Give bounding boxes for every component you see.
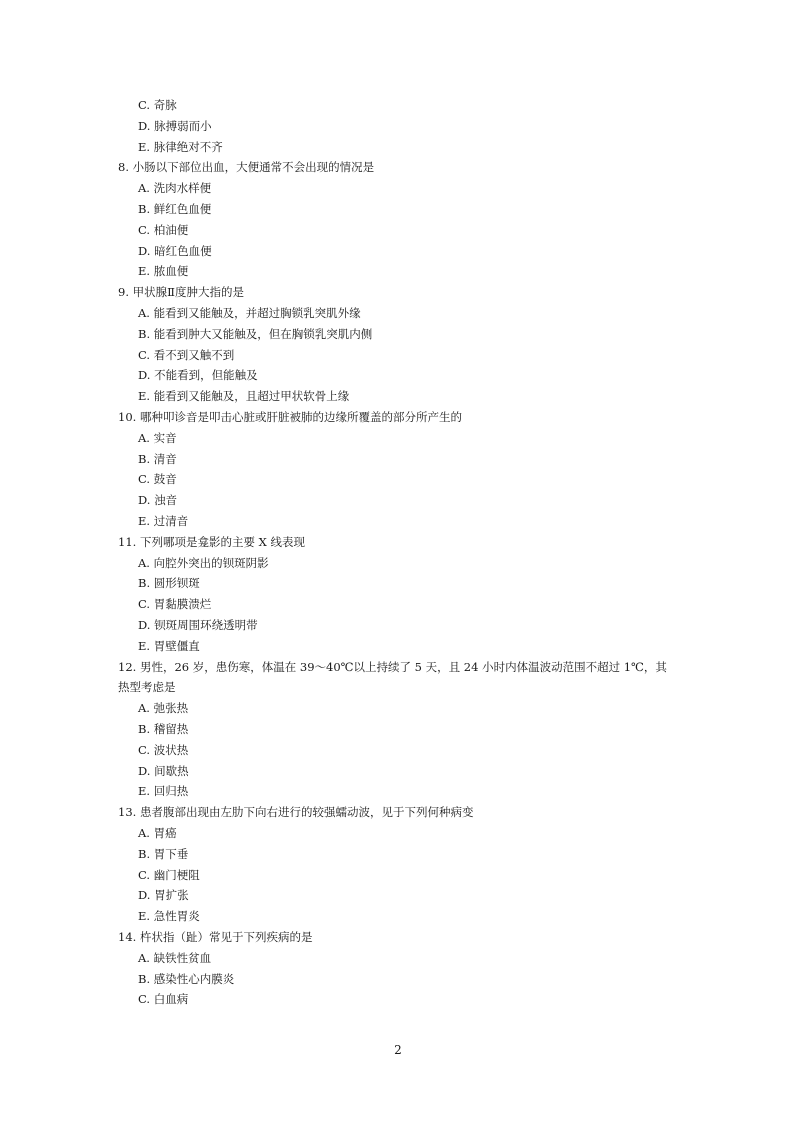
answer-option: B. 圆形钡斑: [138, 576, 200, 591]
answer-option: B. 感染性心内膜炎: [138, 971, 235, 986]
answer-option: B. 稽留热: [138, 722, 189, 736]
answer-option: D. 脉搏弱而小: [138, 118, 212, 133]
answer-option: D. 胃扩张: [138, 888, 189, 903]
answer-option: B. 清音: [138, 451, 177, 466]
answer-option: C. 胃黏膜溃烂: [138, 597, 212, 612]
answer-option: E. 回归热: [138, 784, 189, 799]
answer-option: C. 白血病: [138, 992, 189, 1007]
answer-option: D. 暗红色血便: [138, 243, 212, 258]
answer-option: D. 浊音: [138, 493, 178, 508]
answer-option: B. 鲜红色血便: [138, 202, 212, 216]
answer-option: E. 胃壁僵直: [138, 638, 200, 653]
answer-option: E. 过清音: [138, 514, 189, 528]
answer-option: C. 看不到又触不到: [138, 347, 235, 362]
answer-option: C. 幽门梗阻: [138, 867, 200, 882]
answer-option: D. 钡斑周围环绕透明带: [138, 618, 258, 632]
question-stem: 14. 杵状指（趾）常见于下列疾病的是: [118, 930, 313, 944]
answer-option: C. 柏油便: [138, 222, 189, 237]
answer-option: A. 胃癌: [138, 826, 177, 840]
answer-option: A. 能看到又能触及，并超过胸锁乳突肌外缘: [138, 306, 361, 320]
page-number: 2: [394, 1043, 402, 1057]
answer-option: A. 缺铁性贫血: [138, 950, 212, 965]
answer-option: A. 洗肉水样便: [138, 181, 212, 196]
answer-option: B. 能看到肿大又能触及，但在胸锁乳突肌内侧: [138, 326, 373, 341]
answer-option: B. 胃下垂: [138, 846, 189, 861]
answer-option: E. 能看到又能触及，且超过甲状软骨上缘: [138, 389, 350, 404]
question-stem: 12. 男性，26 岁，患伤寒，体温在 39～40℃以上持续了 5 天，且 24 小时内体温波动范围不超过 1℃，其: [118, 659, 667, 674]
answer-option: D. 不能看到，但能触及: [138, 368, 258, 383]
answer-option: A. 弛张热: [138, 701, 189, 716]
question-stem: 13. 患者腹部出现由左肋下向右进行的较强蠕动波，见于下列何种病变: [118, 805, 474, 820]
answer-option: C. 奇脉: [138, 98, 177, 112]
question-stem: 9. 甲状腺Ⅱ度肿大指的是: [118, 285, 244, 300]
question-stem: 10. 哪种叩诊音是叩击心脏或肝脏被肺的边缘所覆盖的部分所产生的: [118, 410, 462, 424]
answer-option: C. 鼓音: [138, 472, 177, 487]
answer-option: E. 急性胃炎: [138, 909, 200, 924]
answer-option: E. 脉律绝对不齐: [138, 139, 223, 154]
answer-option: D. 间歇热: [138, 763, 189, 778]
answer-option: A. 向腔外突出的钡斑阴影: [138, 555, 269, 570]
question-stem-continued: 热型考虑是: [118, 680, 176, 695]
answer-option: E. 脓血便: [138, 264, 189, 279]
answer-option: A. 实音: [138, 430, 177, 445]
question-stem: 11. 下列哪项是龛影的主要 X 线表现: [118, 534, 305, 549]
answer-option: C. 波状热: [138, 742, 189, 757]
question-stem: 8. 小肠以下部位出血，大便通常不会出现的情况是: [118, 160, 375, 175]
